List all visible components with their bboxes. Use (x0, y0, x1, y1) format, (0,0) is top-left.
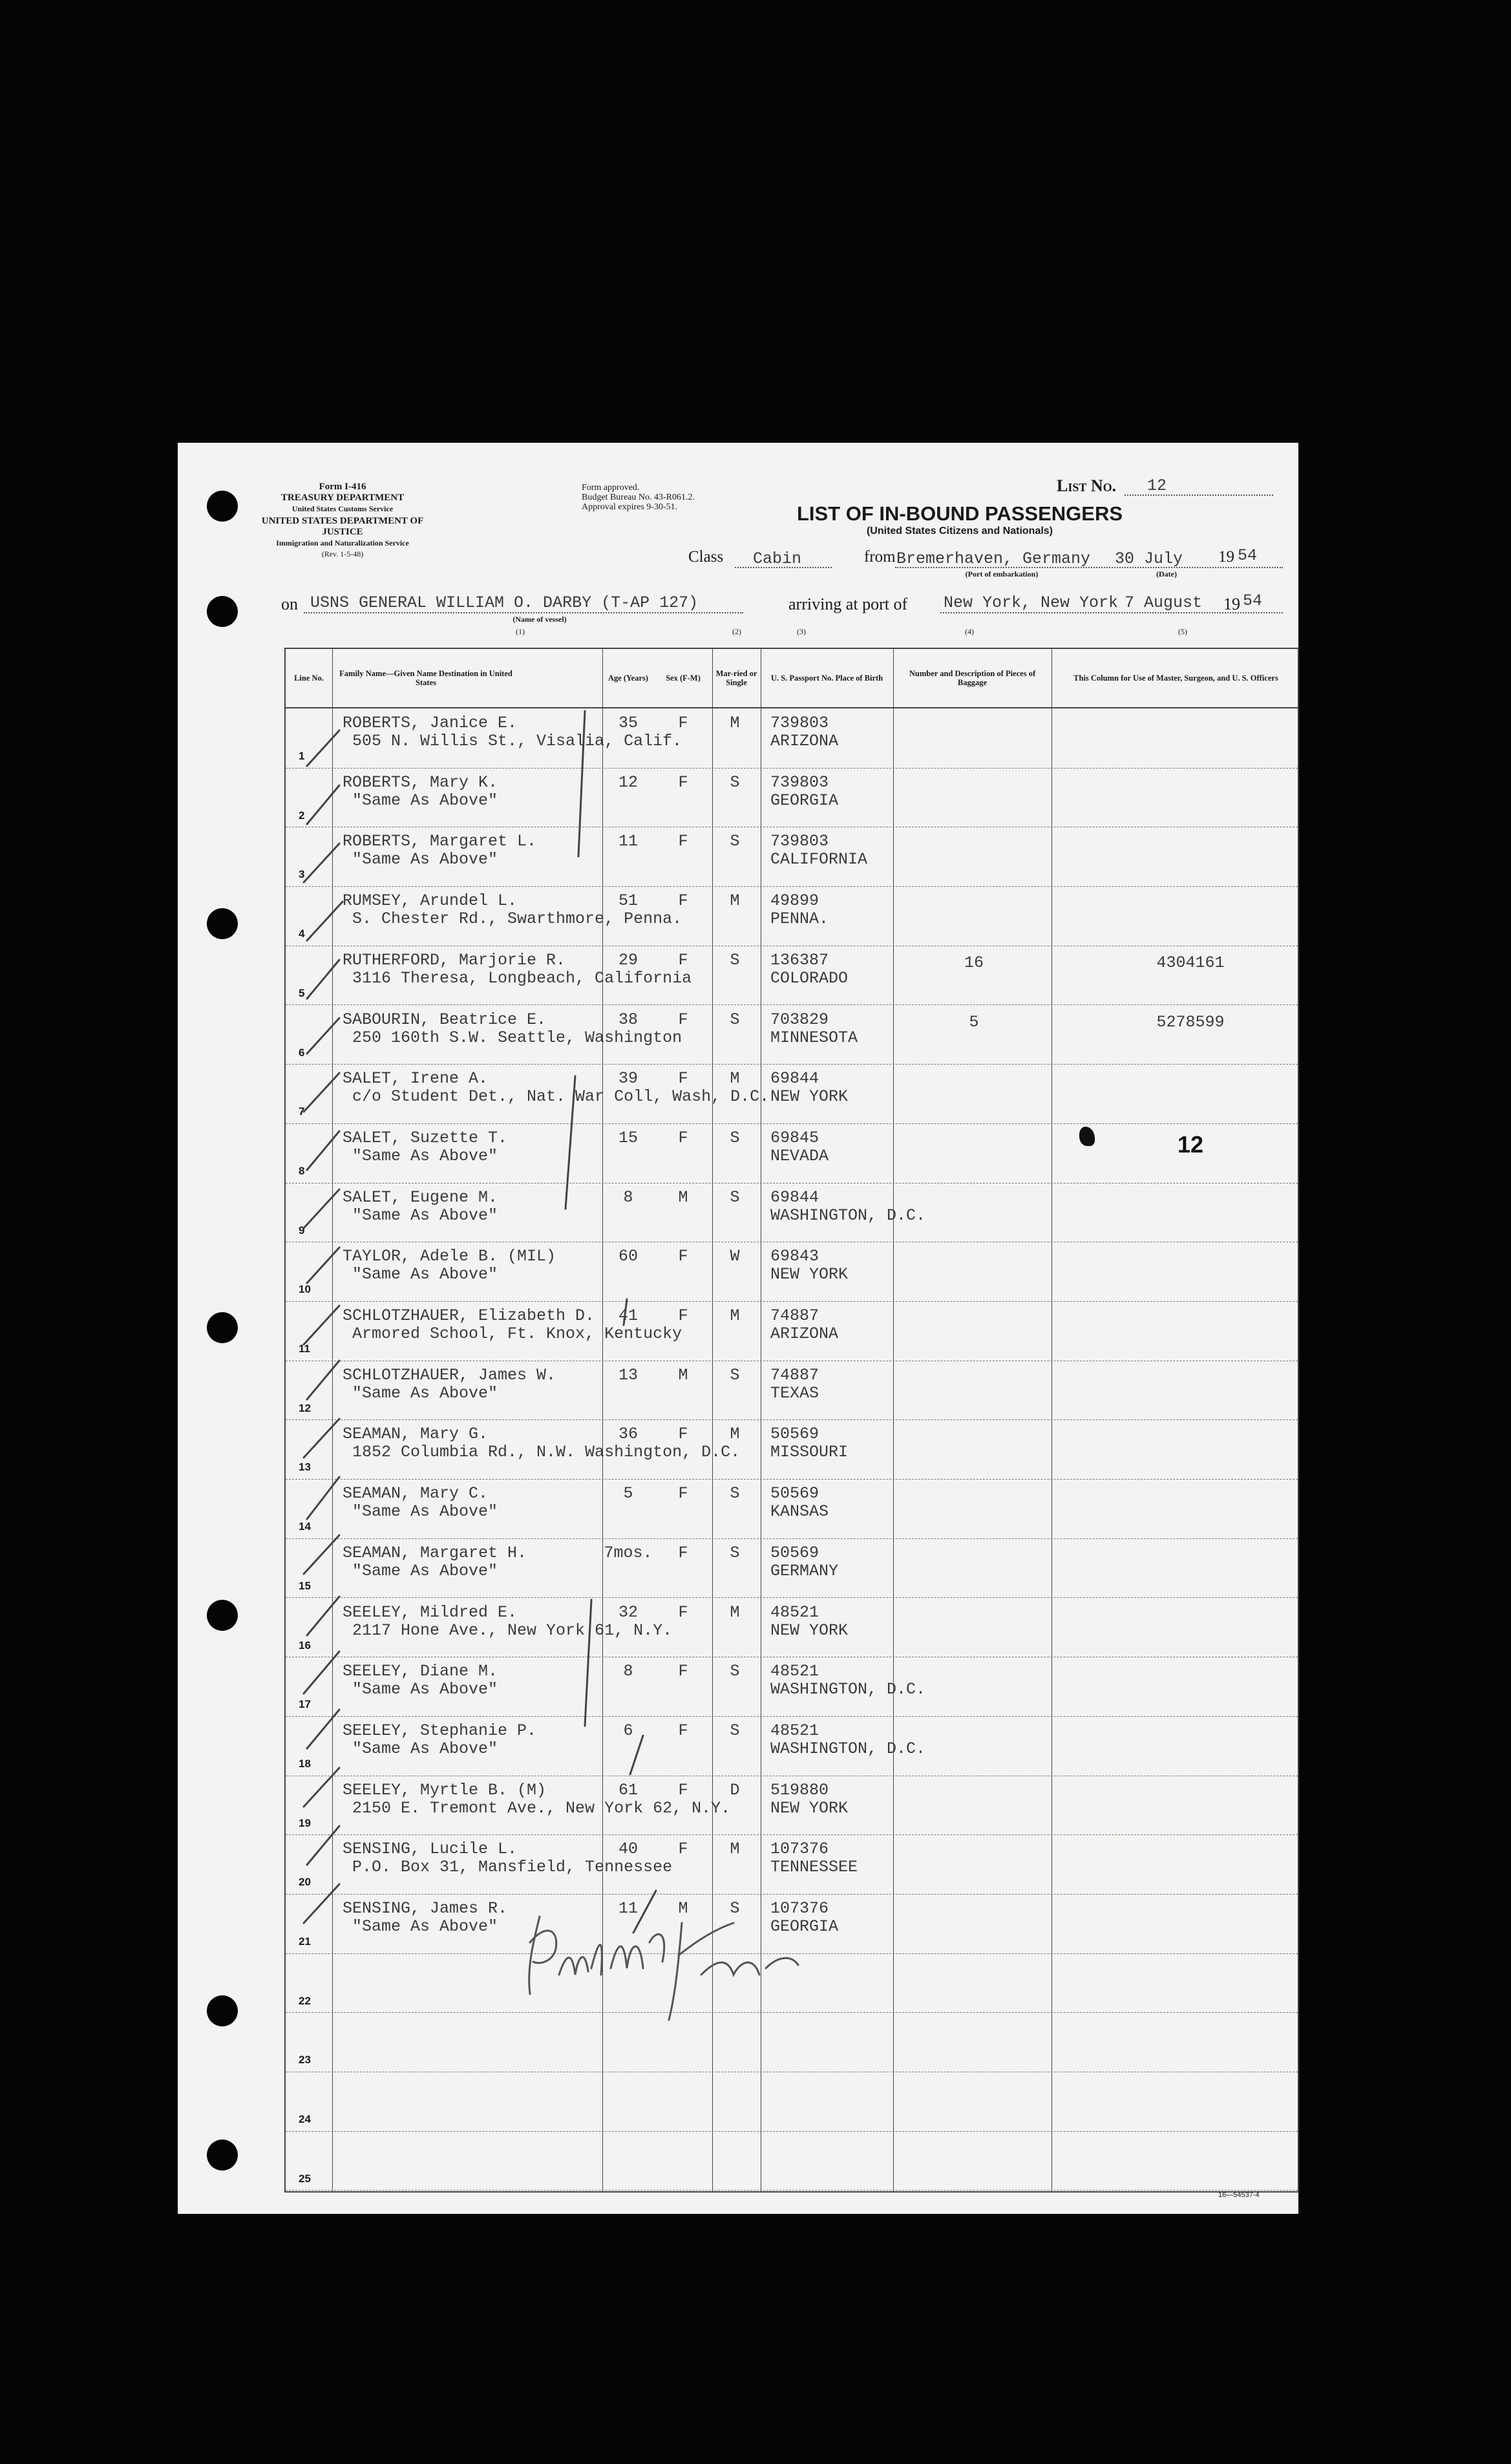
vessel-caption: (Name of vessel) (512, 615, 567, 624)
date-value: 30 July (1115, 549, 1183, 568)
marital-status: W (730, 1247, 740, 1266)
col-header-sex: Sex (F-M) (666, 674, 701, 683)
place-of-birth: GERMANY (770, 1561, 839, 1580)
marital-status: M (730, 1069, 740, 1089)
line-number: 2 (299, 809, 305, 822)
passport-number: 519880 (770, 1780, 829, 1800)
line-number: 20 (299, 1876, 311, 1889)
line-number: 6 (299, 1046, 305, 1059)
marital-status: M (730, 1602, 740, 1622)
passenger-name: SALET, Irene A. (343, 1069, 489, 1089)
line-number: 9 (299, 1224, 305, 1237)
passenger-name: SALET, Eugene M. (343, 1187, 498, 1207)
place-of-birth: MISSOURI (770, 1443, 849, 1462)
passport-number: 74887 (770, 1306, 819, 1325)
passenger-name: SEELEY, Diane M. (343, 1662, 498, 1681)
marital-status: S (730, 1187, 740, 1207)
passport-number: 50569 (770, 1425, 819, 1444)
class-label: Class (688, 548, 724, 566)
page-subtitle: (United States Citizens and Nationals) (866, 526, 1053, 536)
marital-status: S (730, 832, 740, 851)
sex: F (678, 1069, 688, 1089)
age: 51 (618, 891, 638, 911)
destination: "Same As Above" (352, 1917, 498, 1936)
line-number: 3 (299, 868, 305, 881)
place-of-birth: MINNESOTA (770, 1028, 858, 1047)
line-number: 16 (299, 1639, 311, 1652)
sex: F (678, 1484, 688, 1503)
justice-label: UNITED STATES DEPARTMENT OF JUSTICE (261, 516, 424, 537)
place-of-birth: WASHINGTON, D.C. (770, 1739, 926, 1758)
on-label: on (281, 595, 298, 613)
destination: "Same As Above" (352, 791, 498, 810)
arrival-year: 54 (1243, 591, 1263, 610)
place-of-birth: COLORADO (770, 968, 849, 988)
year-prefix: 19 (1218, 548, 1234, 566)
marital-status: M (730, 1306, 740, 1325)
destination: 505 N. Willis St., Visalia, Calif. (352, 732, 682, 750)
passenger-name: SCHLOTZHAUER, Elizabeth D. (343, 1306, 595, 1325)
marital-status: M (730, 1840, 740, 1859)
place-of-birth: CALIFORNIA (770, 850, 868, 869)
passport-number: 739803 (770, 714, 829, 732)
age: 35 (618, 714, 638, 732)
col-number: (3) (797, 627, 806, 636)
passenger-name: TAYLOR, Adele B. (MIL) (343, 1247, 556, 1266)
year-value: 54 (1238, 546, 1258, 565)
destination: "Same As Above" (352, 1502, 498, 1522)
passenger-name: SEELEY, Stephanie P. (343, 1721, 537, 1740)
destination: P.O. Box 31, Mansfield, Tennessee (352, 1858, 673, 1877)
from-label: from (864, 548, 896, 566)
age: 60 (618, 1247, 638, 1266)
marital-status: D (730, 1780, 740, 1800)
line-number: 22 (299, 1994, 311, 2007)
place-of-birth: WASHINGTON, D.C. (770, 1205, 926, 1225)
age: 32 (618, 1602, 638, 1622)
passenger-name: SABOURIN, Beatrice E. (343, 1010, 547, 1029)
passenger-name: ROBERTS, Janice E. (343, 714, 518, 732)
sex: F (678, 1425, 688, 1444)
destination: 2117 Hone Ave., New York 61, N.Y. (352, 1620, 673, 1640)
destination: 3116 Theresa, Longbeach, California (352, 968, 692, 988)
passenger-name: SEAMAN, Mary C. (343, 1484, 489, 1503)
age: 38 (618, 1010, 638, 1029)
passenger-name: SENSING, Lucile L. (343, 1840, 518, 1859)
place-of-birth: NEW YORK (770, 1798, 849, 1818)
passport-number: 703829 (770, 1010, 829, 1029)
approval-line: Budget Bureau No. 43-R061.2. (582, 493, 695, 502)
arrival-date: 7 August (1125, 593, 1203, 612)
age: 12 (618, 772, 638, 792)
passport-number: 739803 (770, 832, 829, 851)
passenger-name: SEAMAN, Mary G. (343, 1425, 489, 1444)
page-title: LIST OF IN-BOUND PASSENGERS (796, 502, 1123, 525)
passport-number: 50569 (770, 1484, 819, 1503)
place-of-birth: GEORGIA (770, 1917, 839, 1936)
sex: M (678, 1899, 688, 1918)
print-code: 16—54537-4 (1218, 2191, 1260, 2199)
approval-line: Form approved. (582, 483, 640, 493)
sex: F (678, 832, 688, 851)
col-number: (1) (516, 627, 525, 636)
sex: F (678, 891, 688, 911)
col-number: (4) (965, 627, 974, 636)
passport-number: 107376 (770, 1840, 829, 1859)
col-number: (2) (732, 627, 741, 636)
marital-status: S (730, 1543, 740, 1562)
from-caption: (Port of embarkation) (965, 569, 1039, 579)
marital-status: M (730, 891, 740, 911)
destination: 2150 E. Tremont Ave., New York 62, N.Y. (352, 1798, 731, 1818)
passenger-name: RUMSEY, Arundel L. (343, 891, 518, 911)
destination: "Same As Above" (352, 1265, 498, 1284)
age: 29 (618, 950, 638, 970)
passport-number: 69843 (770, 1247, 819, 1266)
officer-note: 12 (1177, 1131, 1204, 1158)
line-number: 23 (299, 2054, 311, 2066)
passport-number: 48521 (770, 1602, 819, 1622)
sex: F (678, 772, 688, 792)
line-number: 11 (299, 1343, 310, 1355)
passport-number: 49899 (770, 891, 819, 911)
sex: F (678, 1780, 688, 1800)
col-header-name: Family Name—Given Name Destination in United States (339, 669, 512, 687)
destination: "Same As Above" (352, 850, 498, 869)
col-header-passport: U. S. Passport No. Place of Birth (770, 674, 883, 683)
sex: F (678, 1543, 688, 1562)
age: 13 (618, 1365, 638, 1385)
sex: F (678, 1602, 688, 1622)
line-number: 10 (299, 1283, 311, 1296)
place-of-birth: NEW YORK (770, 1087, 849, 1107)
age: 61 (618, 1780, 638, 1800)
age: 36 (618, 1425, 638, 1444)
sex: F (678, 950, 688, 970)
place-of-birth: PENNA. (770, 909, 829, 929)
destination: 250 160th S.W. Seattle, Washington (352, 1028, 682, 1047)
line-number: 5 (299, 986, 305, 999)
marital-status: M (730, 1425, 740, 1444)
sex: F (678, 714, 688, 732)
place-of-birth: ARIZONA (770, 732, 839, 750)
line-number: 21 (299, 1935, 311, 1948)
passenger-name: SALET, Suzette T. (343, 1128, 508, 1147)
age: 7mos. (604, 1543, 653, 1562)
place-of-birth: NEW YORK (770, 1620, 849, 1640)
place-of-birth: KANSAS (770, 1502, 829, 1522)
passport-number: 69844 (770, 1187, 819, 1207)
line-number: 7 (299, 1105, 305, 1118)
col-header-age: Age (Years) (608, 674, 649, 683)
baggage-count: 16 (964, 953, 984, 972)
place-of-birth: NEVADA (770, 1146, 829, 1165)
col-header-line: Line No. (294, 674, 324, 683)
sex: F (678, 1721, 688, 1740)
age: 40 (618, 1840, 638, 1859)
signature (520, 1904, 882, 2033)
list-no-label: List No. (1057, 476, 1117, 495)
marital-status: S (730, 1721, 740, 1740)
sex: F (678, 1010, 688, 1029)
age: 11 (618, 832, 638, 851)
marital-status: S (730, 950, 740, 970)
ins-label: Immigration and Naturalization Service (276, 538, 409, 547)
line-number: 18 (299, 1757, 311, 1770)
place-of-birth: TENNESSEE (770, 1858, 858, 1877)
place-of-birth: WASHINGTON, D.C. (770, 1680, 926, 1699)
line-number: 8 (299, 1164, 305, 1177)
age: 39 (618, 1069, 638, 1089)
sex: F (678, 1247, 688, 1266)
passenger-name: ROBERTS, Margaret L. (343, 832, 537, 851)
destination: "Same As Above" (352, 1561, 498, 1580)
col-number: (5) (1178, 627, 1187, 636)
approval-line: Approval expires 9-30-51. (582, 502, 678, 512)
passport-number: 48521 (770, 1721, 819, 1740)
passenger-name: SCHLOTZHAUER, James W. (343, 1365, 556, 1385)
marital-status: S (730, 1128, 740, 1147)
passport-number: 69845 (770, 1128, 819, 1147)
vessel-name: USNS GENERAL WILLIAM O. DARBY (T-AP 127) (310, 593, 699, 612)
treasury-label: TREASURY DEPARTMENT (280, 493, 405, 503)
marital-status: S (730, 1365, 740, 1385)
destination: "Same As Above" (352, 1146, 498, 1165)
place-of-birth: NEW YORK (770, 1265, 849, 1284)
passport-number: 50569 (770, 1543, 819, 1562)
passenger-name: SEAMAN, Margaret H. (343, 1543, 527, 1562)
sex: M (678, 1365, 688, 1385)
port-value: New York, New York (944, 593, 1119, 612)
destination: Armored School, Ft. Knox, Kentucky (352, 1324, 682, 1343)
line-number: 17 (299, 1698, 311, 1711)
age: 8 (623, 1187, 633, 1207)
destination: 1852 Columbia Rd., N.W. Washington, D.C. (352, 1443, 741, 1462)
destination: "Same As Above" (352, 1680, 498, 1699)
passport-number: 739803 (770, 772, 829, 792)
destination: "Same As Above" (352, 1739, 498, 1758)
line-number: 14 (299, 1520, 311, 1533)
customs-label: United States Customs Service (291, 504, 394, 513)
line-number: 13 (299, 1461, 311, 1474)
destination: c/o Student Det., Nat. War Coll, Wash, D.C. (352, 1087, 770, 1107)
col-header-officers: This Column for Use of Master, Surgeon, and U. S. Officers (1073, 674, 1278, 683)
line-number: 25 (299, 2172, 311, 2185)
place-of-birth: ARIZONA (770, 1324, 839, 1343)
passport-number: 48521 (770, 1662, 819, 1681)
marital-status: S (730, 1899, 740, 1918)
form-sheet (178, 443, 1298, 2214)
sex: F (678, 1840, 688, 1859)
age: 11 (618, 1899, 638, 1918)
marital-status: M (730, 714, 740, 732)
form-number: Form I-416 (319, 482, 366, 492)
col-header-baggage: Number and Description of Pieces of Baggage (909, 669, 1036, 687)
arriving-label: arriving at port of (788, 595, 908, 613)
age: 6 (623, 1721, 633, 1740)
destination: "Same As Above" (352, 1205, 498, 1225)
sex: F (678, 1306, 688, 1325)
line-number: 12 (299, 1401, 311, 1414)
passenger-name: RUTHERFORD, Marjorie R. (343, 950, 566, 970)
place-of-birth: TEXAS (770, 1383, 819, 1403)
sex: F (678, 1662, 688, 1681)
age: 41 (618, 1306, 638, 1325)
passenger-name: ROBERTS, Mary K. (343, 772, 498, 792)
line-number: 4 (299, 928, 305, 940)
from-value: Bremerhaven, Germany (896, 549, 1091, 568)
passport-number: 107376 (770, 1899, 829, 1918)
officer-note: 4304161 (1156, 953, 1225, 972)
marital-status: S (730, 1010, 740, 1029)
line-number: 15 (299, 1579, 311, 1592)
passenger-name: SENSING, James R. (343, 1899, 508, 1918)
revision-label: (Rev. 1-5-48) (321, 549, 364, 558)
destination: "Same As Above" (352, 1383, 498, 1403)
list-no-value: 12 (1147, 476, 1167, 495)
age: 15 (618, 1128, 638, 1147)
place-of-birth: GEORGIA (770, 791, 839, 810)
passport-number: 74887 (770, 1365, 819, 1385)
class-value: Cabin (753, 549, 802, 568)
passenger-name: SEELEY, Myrtle B. (M) (343, 1780, 547, 1800)
marital-status: S (730, 1484, 740, 1503)
officer-note: 5278599 (1156, 1012, 1225, 1032)
baggage-count: 5 (969, 1012, 979, 1032)
line-number: 1 (299, 750, 305, 762)
date-caption: (Date) (1156, 569, 1177, 579)
line-number: 19 (299, 1816, 311, 1829)
line-number: 24 (299, 2113, 311, 2126)
arrival-year-prefix: 19 (1223, 595, 1240, 613)
col-header-married: Mar-ried or Single (715, 669, 757, 687)
age: 5 (623, 1484, 633, 1503)
age: 8 (623, 1662, 633, 1681)
marital-status: S (730, 772, 740, 792)
destination: S. Chester Rd., Swarthmore, Penna. (352, 909, 682, 929)
marital-status: S (730, 1662, 740, 1681)
sex: M (678, 1187, 688, 1207)
passenger-name: SEELEY, Mildred E. (343, 1602, 518, 1622)
sex: F (678, 1128, 688, 1147)
passport-number: 136387 (770, 950, 829, 970)
passport-number: 69844 (770, 1069, 819, 1089)
